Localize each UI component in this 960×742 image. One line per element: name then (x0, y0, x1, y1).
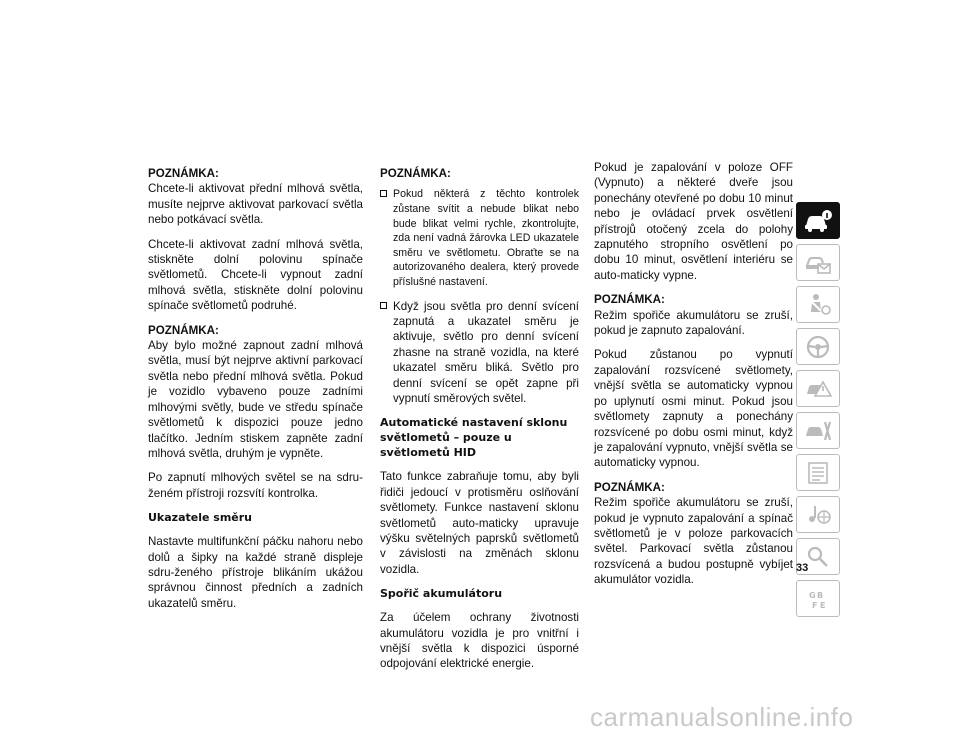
svg-text:E: E (820, 600, 826, 610)
svg-text:B: B (817, 590, 824, 600)
section-heading: Spořič akumulátoru (380, 587, 503, 601)
note-block (148, 166, 363, 228)
note-heading: POZNÁMKA: (594, 293, 665, 307)
car-tools-icon (803, 418, 833, 444)
tab-car-mail[interactable] (796, 244, 840, 281)
car-warning-icon (803, 376, 833, 402)
paragraph: Po zapnutí mlhových světel se na sdru-ženém přístroji rozsvítí kontrolka. (148, 471, 363, 500)
heading-line: světlometů – pouze u světlometů HID (380, 431, 512, 460)
note-text: Režim spořiče akumulátoru se zruší, pokud je zapnuto zapalování. (594, 308, 793, 338)
checklist-icon (803, 460, 833, 486)
tab-specifications[interactable] (796, 454, 840, 491)
steering-wheel-icon (803, 334, 833, 360)
page-number: 33 (796, 562, 809, 574)
music-nav-icon (803, 502, 833, 528)
section-heading (380, 415, 579, 460)
list-item (380, 299, 579, 407)
person-seatbelt-icon (803, 292, 833, 318)
car-mail-icon (803, 250, 833, 276)
bullet-text: Když jsou světla pro denní svícení zapnutá a ukazatel směru je aktivuje, světlo pro denní svícení zhasne na straně vozidla, na které ukazatel směru bliká. Světlo pro denní svícení se opět zapne při vypnutí směrových světel. (393, 299, 579, 405)
tab-multimedia[interactable] (796, 496, 840, 533)
tab-warning[interactable] (796, 370, 840, 407)
paragraph: Za účelem ochrany životnosti akumulátoru vozidla je pro vnitřní i vnější světla k dispozici úsporné odpojování elektrické energie. (380, 611, 579, 671)
column-middle (380, 166, 579, 681)
note-block (380, 166, 579, 181)
paragraph: Nastavte multifunkční páčku nahoru nebo dolů a šipky na každé straně displeje sdru-ženého přístroje blikáním ukážou správnou činnost předních a zadních ukazatelů směru. (148, 535, 363, 610)
column-left (148, 166, 363, 620)
watermark: carmanualsonline.info (590, 702, 854, 732)
car-info-icon (803, 208, 833, 234)
note-heading: POZNÁMKA: (380, 167, 451, 180)
paragraph: Tato funkce zabraňuje tomu, aby byli řidiči jedoucí v protisměru oslňování světlomety. Funkce nastavení sklonu světlometů auto-maticky upravuje výšku světelných paprsků světlometů v závislosti na změnách sklonu vozidla. (380, 470, 579, 576)
svg-text:G: G (809, 590, 816, 600)
tab-languages[interactable] (796, 580, 840, 617)
bullet-box-icon (380, 190, 387, 197)
note-text: Chcete-li aktivovat přední mlhová světla, musíte nejprve aktivovat parkovací světla nebo potkávací světla. (148, 182, 363, 227)
tab-safety[interactable] (796, 286, 840, 323)
bullet-box-icon (380, 302, 387, 309)
chapter-tabs (796, 202, 842, 622)
note-block (148, 323, 363, 462)
paragraph: Pokud je zapalování v poloze OFF (Vypnuto) a některé dveře jsou ponechány otevřené po dobu 10 minut nebo je ovládací prvek osvětlení přístrojů otočený zcela do polohy zapnutého stropního osvětlení po dobu 10 minut, osvětlení interiéru se auto-maticky vypne. (594, 161, 793, 282)
svg-text:F: F (812, 600, 818, 610)
note-text: Aby bylo možné zapnout zadní mlhová světla, musí být nejprve aktivní parkovací světla nebo přední mlhová světla. Pokud je vozidlo vybaveno pouze zadními mlhovými světly, bude ve středu spínače světlometů k dispozici pouze jedno tlačítko. Jedním stiskem zapněte zadní mlhová světla, druhým je vypněte. (148, 339, 363, 460)
heading-line: Automatické nastavení sklonu (380, 416, 568, 430)
paragraph: Chcete-li aktivovat zadní mlhová světla, stiskněte dolní polovinu spínače světlometů. Chcete-li vypnout zadní mlhová světla, stiskněte dolní polovinu spínače světlometů podruhé. (148, 237, 363, 313)
note-heading: POZNÁMKA: (148, 323, 219, 337)
note-block (594, 480, 793, 588)
languages-icon (803, 586, 833, 612)
bullet-list (380, 187, 579, 406)
tab-maintenance[interactable] (796, 412, 840, 449)
paragraph: Pokud zůstanou po vypnutí zapalování rozsvícené světlomety, vnější světla se automaticky vypnou po uplynutí osmi minut. Pokud jsou světlomety zapnuty a ponechány rozsvícené po dobu osmi minut, když je zapalování vypnuto, vnější světla se automaticky vypnou. (594, 348, 793, 470)
tab-car-info[interactable] (796, 202, 840, 239)
note-text: Režim spořiče akumulátoru se zruší, pokud je vypnuto zapalování a spínač světlometů je v poloze parkovacích světel. Parkovací světla zůstanou rozsvícená a budou postupně vybíjet akumulátor vozidla. (594, 496, 793, 587)
note-heading: POZNÁMKA: (594, 480, 665, 494)
note-block (594, 292, 793, 338)
bullet-text: Pokud některá z těchto kontrolek zůstane svítit a nebude blikat nebo bude blikat velmi rychle, zkontrolujte, zda není vadná žárovka LED ukazatele směru ve světlometu. Obraťte se na autorizovaného dealera, který provede příslušné nastavení. (393, 188, 579, 288)
list-item (380, 187, 579, 289)
note-heading: POZNÁMKA: (148, 167, 219, 180)
tab-driving[interactable] (796, 328, 840, 365)
column-right (594, 160, 793, 597)
section-heading: Ukazatele směru (148, 511, 253, 525)
